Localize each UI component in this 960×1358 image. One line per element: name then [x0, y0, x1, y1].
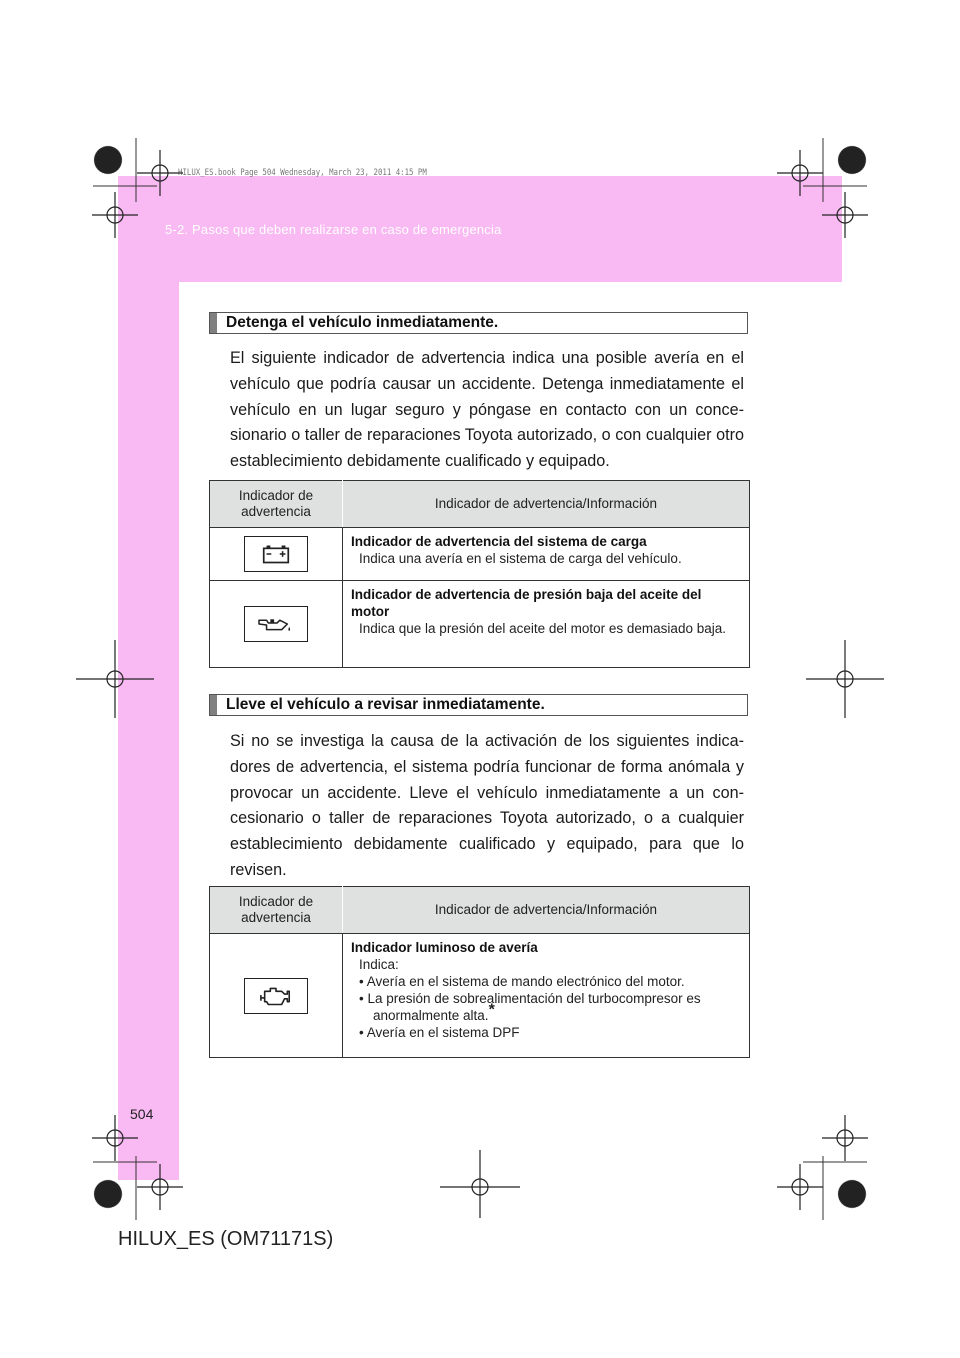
list-item: • Avería en el sistema de mando electrónico del motor.: [359, 974, 685, 989]
starburst-mark: [94, 146, 866, 1208]
indicator-title: Indicador luminoso de avería: [351, 940, 538, 955]
list-item: • Avería en el sistema DPF: [359, 1025, 520, 1040]
indicator-intro: Indica:: [359, 957, 399, 972]
column-header-indicator: Indicador de advertencia: [210, 887, 343, 934]
heading-text: Lleve el vehículo a revisar inmediatamente.: [226, 696, 545, 713]
book-stamp: HILUX_ES.book Page 504 Wednesday, March 23, 2011 4:15 PM: [178, 168, 427, 178]
section-header: 5-2. Pasos que deben realizarse en caso de emergencia: [165, 222, 502, 237]
column-header-info: Indicador de advertencia/Información: [343, 887, 750, 934]
indicator-title: Indicador de advertencia del sistema de carga: [351, 534, 647, 549]
list-item: • La presión de sobrealimentación del turbocompresor es: [359, 991, 701, 1006]
footnote-mark: *: [488, 1001, 495, 1019]
continuation-text: anormalmente alta.: [373, 1008, 489, 1023]
indicator-description: Indica que la presión del aceite del motor es demasiado baja.: [359, 621, 726, 636]
column-header-indicator: Indicador de advertencia: [210, 481, 343, 528]
registration-mark: [76, 150, 884, 1218]
indicator-description: Indica una avería en el sistema de carga del vehículo.: [359, 551, 682, 566]
page-number: 504: [130, 1106, 154, 1122]
paragraph-stop-vehicle: El siguiente indicador de advertencia indica una posible avería en el vehículo que podría causar un accidente. Detenga inmediatamente el vehículo en un lugar seguro y póngase en contacto con un conce-sionario o taller de reparaciones Toyota autorizado, o con cualquier otro establecimiento debidamente cualificado y equipado.: [230, 349, 744, 471]
paragraph-inspect-vehicle: Si no se investiga la causa de la activación de los siguientes indica-dores de advertencia, el sistema podría funcionar de forma anómala y provocar un accidente. Lleve el vehículo inmediatamente a un con-cesionario o taller de reparaciones Toyota autorizado, o a cualquier establecimiento debidamente cualificado y equipado, para que lo revisen.: [230, 732, 744, 879]
column-header-info: Indicador de advertencia/Información: [343, 481, 750, 528]
heading-text: Detenga el vehículo inmediatamente.: [226, 314, 499, 331]
footer-code: HILUX_ES (OM71171S): [118, 1228, 334, 1250]
indicator-title: Indicador de advertencia de presión baja del aceite del motor: [351, 587, 702, 619]
